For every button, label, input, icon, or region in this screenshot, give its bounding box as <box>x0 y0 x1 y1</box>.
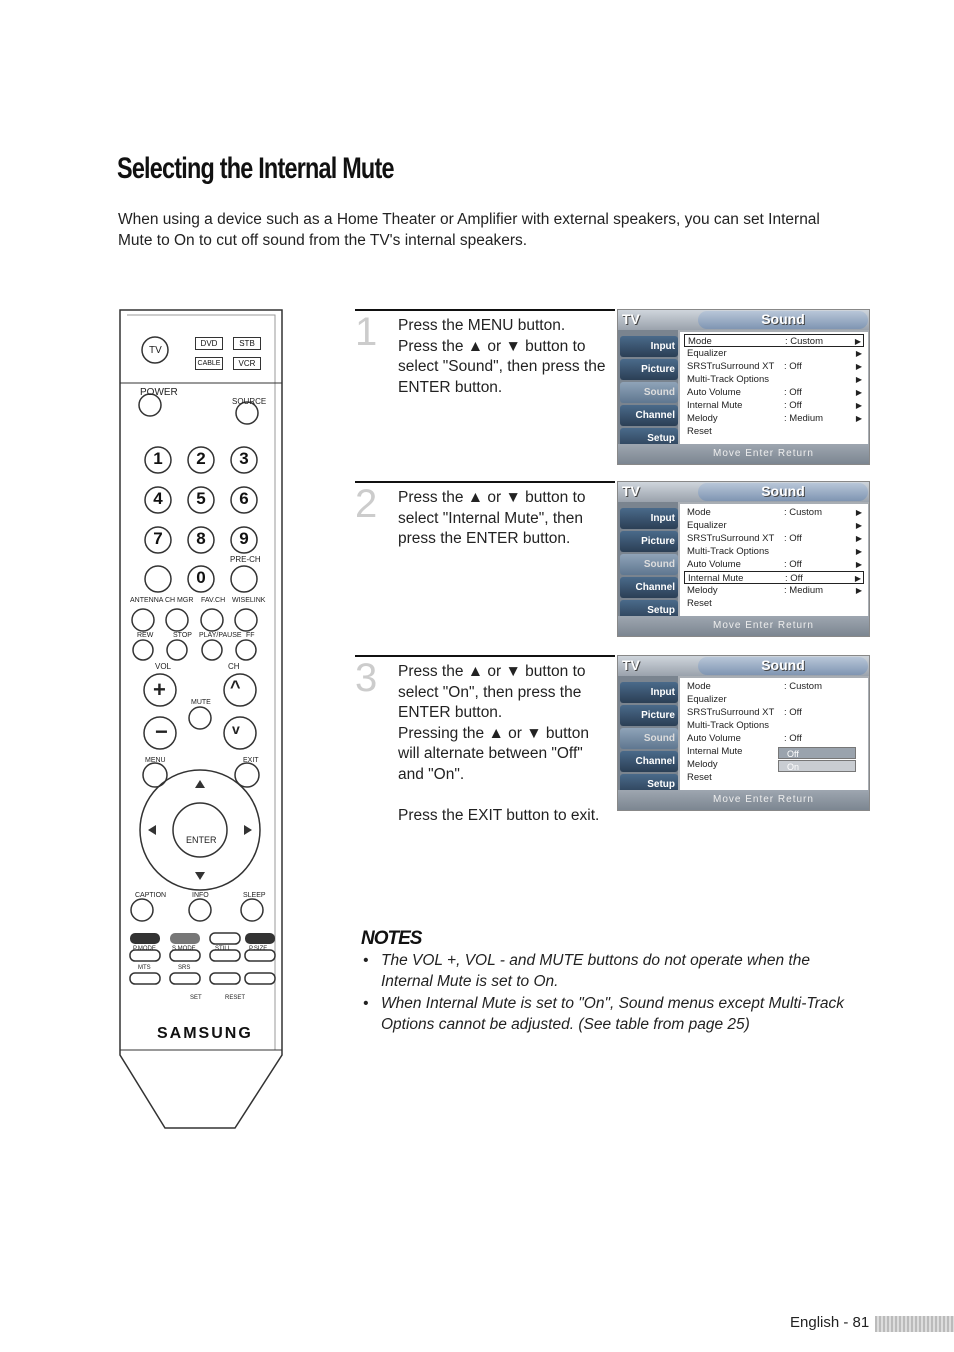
caption-label: CAPTION <box>135 892 167 899</box>
ch-up-icon[interactable]: ^ <box>230 677 241 697</box>
menu-tv-label: TV <box>622 483 640 499</box>
menu-footer: Move Enter Return <box>618 790 869 810</box>
step-2-number: 2 <box>355 482 378 526</box>
arrow-right-icon: ▶ <box>855 401 862 410</box>
step-2-text <box>398 488 608 550</box>
notes-heading: NOTES <box>361 928 422 949</box>
step-3-number: 3 <box>355 656 378 700</box>
tab-input[interactable]: Input <box>620 682 678 703</box>
digit-5-button[interactable]: 5 <box>196 489 206 508</box>
srs-label: SRS <box>178 965 191 971</box>
remote-control <box>115 305 287 1130</box>
tab-picture[interactable]: Picture <box>620 705 678 726</box>
arrow-right-icon: ▶ <box>855 362 862 371</box>
tab-input[interactable]: Input <box>620 336 678 357</box>
arrow-right-icon: ▶ <box>854 337 861 346</box>
digit-2-button[interactable]: 2 <box>196 449 206 468</box>
step-2-line-1: Press the ▲ or ▼ button to select "Internal Mute", then press the ENTER button. <box>398 489 586 547</box>
footer-pattern-bar <box>875 1316 954 1332</box>
arrow-right-icon: ▶ <box>855 560 862 569</box>
menu-row-mode[interactable]: Mode : Custom ▶ <box>687 507 862 518</box>
arrow-right-icon: ▶ <box>855 534 862 543</box>
digit-1-button[interactable]: 1 <box>153 449 163 468</box>
menu-row-internalmute[interactable]: Internal Mute <box>687 746 743 757</box>
menu-row-reset[interactable]: Reset <box>687 598 712 609</box>
menu-tv-label: TV <box>622 657 640 673</box>
bullet-icon: • <box>363 952 369 969</box>
sound-menu-list <box>680 332 868 445</box>
pmode-label: P.MODE <box>133 946 156 952</box>
rew-label: REW <box>137 632 154 639</box>
tab-channel[interactable]: Channel <box>620 405 678 426</box>
tab-input[interactable]: Input <box>620 508 678 529</box>
tv-mode-label: TV <box>149 345 162 356</box>
vcr-mode-button[interactable]: VCR <box>233 357 261 370</box>
arrow-right-icon: ▶ <box>855 586 862 595</box>
menu-row-internalmute[interactable]: Internal Mute : Off ▶ <box>684 571 864 584</box>
step-3-line-2: Pressing the ▲ or ▼ button will alternate between "Off" and "On". <box>398 724 589 783</box>
menu-row-srs[interactable]: SRSTruSurround XT : Off <box>687 707 802 718</box>
menu-row-autovolume[interactable]: Auto Volume : Off ▶ <box>687 559 862 570</box>
tab-channel[interactable]: Channel <box>620 751 678 772</box>
digit-0-button[interactable]: 0 <box>196 568 206 587</box>
menu-footer: Move Enter Return <box>618 444 869 464</box>
menu-header-sound: Sound <box>698 311 868 329</box>
digit-4-button[interactable]: 4 <box>153 489 163 508</box>
dvd-mode-button[interactable]: DVD <box>195 337 223 350</box>
ch-label: CH <box>228 662 240 671</box>
cable-mode-button[interactable]: CABLE <box>195 357 223 370</box>
intro-paragraph: When using a device such as a Home Theater or Amplifier with external speakers, you can set Internal Mute to On to cut off sound from the TV's internal speakers. <box>118 211 820 249</box>
tab-picture[interactable]: Picture <box>620 359 678 380</box>
sleep-label: SLEEP <box>243 892 266 899</box>
menu-row-srs[interactable]: SRSTruSurround XT : Off ▶ <box>687 361 862 372</box>
favch-label: FAV.CH <box>201 597 226 604</box>
step-1-rule <box>355 309 615 311</box>
tab-setup[interactable]: Setup <box>620 600 678 621</box>
menu-row-autovolume[interactable]: Auto Volume : Off <box>687 733 802 744</box>
exit-label: EXIT <box>243 757 259 764</box>
stb-mode-button[interactable]: STB <box>233 337 261 350</box>
menu-row-melody[interactable]: Melody : Medium ▶ <box>687 585 862 596</box>
mute-label: MUTE <box>191 699 211 706</box>
tab-sound[interactable]: Sound <box>620 382 678 403</box>
digit-9-button[interactable]: 9 <box>239 529 249 548</box>
set-label: SET <box>190 995 202 1001</box>
menu-row-equalizer[interactable]: Equalizer ▶ <box>687 520 862 531</box>
menu-row-internalmute[interactable]: Internal Mute : Off ▶ <box>687 400 862 411</box>
arrow-right-icon: ▶ <box>855 521 862 530</box>
step-3-rule <box>355 655 615 657</box>
arrow-right-icon: ▶ <box>855 349 862 358</box>
sound-menu-list <box>680 504 868 617</box>
source-label: SOURCE <box>232 397 267 406</box>
digit-6-button[interactable]: 6 <box>239 489 249 508</box>
wiselink-label: WISELINK <box>232 597 266 604</box>
smode-label: S.MODE <box>172 946 196 952</box>
menu-footer: Move Enter Return <box>618 616 869 636</box>
menu-row-melody[interactable]: Melody <box>687 759 718 770</box>
arrow-right-icon: ▶ <box>855 388 862 397</box>
step-1-line-2: Press the ▲ or ▼ button to select "Sound", then press the ENTER button. <box>398 337 606 396</box>
psize-label: P.SIZE <box>249 946 268 952</box>
sound-menu-panel-1 <box>617 309 870 465</box>
page-footer: English - 81 <box>790 1314 870 1331</box>
menu-row-equalizer[interactable]: Equalizer <box>687 694 727 705</box>
sound-menu-panel-3 <box>617 655 870 811</box>
note-item-2: • When Internal Mute is set to "On", Sound menus except Multi-Track Options cannot be adjusted. (See table from page 25) <box>363 995 844 1033</box>
option-off[interactable]: Off <box>778 747 856 759</box>
menu-row-multitrack[interactable]: Multi-Track Options ▶ <box>687 374 862 385</box>
vol-label: VOL <box>155 662 172 671</box>
menu-row-mode[interactable]: Mode : Custom ▶ <box>684 334 864 347</box>
mts-label: MTS <box>138 965 151 971</box>
step-1-text <box>398 316 608 398</box>
step-3-line-1: Press the ▲ or ▼ button to select "On", then press the ENTER button. <box>398 663 586 721</box>
chmgr-label: CH MGR <box>165 597 194 604</box>
menu-row-multitrack[interactable]: Multi-Track Options <box>687 720 769 731</box>
arrow-right-icon: ▶ <box>855 375 862 384</box>
tab-setup[interactable]: Setup <box>620 428 678 449</box>
step-2-rule <box>355 481 615 483</box>
power-label: POWER <box>140 387 178 398</box>
page-title: Selecting the Internal Mute <box>117 152 394 185</box>
arrow-right-icon: ▶ <box>855 547 862 556</box>
tab-setup[interactable]: Setup <box>620 774 678 795</box>
ff-label: FF <box>246 632 255 639</box>
vol-up-icon[interactable]: + <box>153 677 166 702</box>
menu-row-multitrack[interactable]: Multi-Track Options ▶ <box>687 546 862 557</box>
still-label: STILL <box>215 946 232 952</box>
menu-row-mode[interactable]: Mode : Custom <box>687 681 823 692</box>
step-1-line-1: Press the MENU button. <box>398 317 566 334</box>
digit-8-button[interactable]: 8 <box>196 529 206 548</box>
arrow-right-icon: ▶ <box>855 414 862 423</box>
step-3-line-3: Press the EXIT button to exit. <box>398 807 600 824</box>
menu-row-equalizer[interactable]: Equalizer ▶ <box>687 348 862 359</box>
reset-label: RESET <box>225 995 246 1001</box>
menu-tv-label: TV <box>622 311 640 327</box>
info-label: INFO <box>192 892 209 899</box>
prech-label: PRE-CH <box>230 555 261 564</box>
step-3-text <box>398 662 608 827</box>
arrow-right-icon: ▶ <box>854 574 861 583</box>
menu-header-sound: Sound <box>698 483 868 501</box>
enter-label: ENTER <box>186 835 217 845</box>
step-1-number: 1 <box>355 310 378 354</box>
brand-logo: SAMSUNG <box>157 1025 253 1042</box>
bullet-icon: • <box>363 995 369 1012</box>
tab-sound[interactable]: Sound <box>620 554 678 575</box>
menu-header-sound: Sound <box>698 657 868 675</box>
menu-label: MENU <box>145 757 166 764</box>
menu-row-srs[interactable]: SRSTruSurround XT : Off ▶ <box>687 533 862 544</box>
ch-down-icon[interactable]: v <box>232 721 240 737</box>
menu-row-autovolume[interactable]: Auto Volume : Off ▶ <box>687 387 862 398</box>
tab-sound[interactable]: Sound <box>620 728 678 749</box>
tab-channel[interactable]: Channel <box>620 577 678 598</box>
sound-menu-panel-2 <box>617 481 870 637</box>
vol-down-icon[interactable]: − <box>155 719 168 744</box>
menu-row-reset[interactable]: Reset <box>687 426 712 437</box>
playpause-label: PLAY/PAUSE <box>199 632 242 639</box>
digit-7-button[interactable]: 7 <box>153 529 163 548</box>
tab-picture[interactable]: Picture <box>620 531 678 552</box>
antenna-label: ANTENNA <box>130 597 164 604</box>
remote-outline-graphic <box>115 305 287 1130</box>
menu-row-reset[interactable]: Reset <box>687 772 712 783</box>
arrow-right-icon: ▶ <box>855 508 862 517</box>
option-on[interactable]: On <box>778 760 856 772</box>
sound-menu-list <box>680 678 868 791</box>
note-item-1: • The VOL +, VOL - and MUTE buttons do not operate when the Internal Mute is set to On. <box>363 952 810 990</box>
digit-3-button[interactable]: 3 <box>239 449 249 468</box>
stop-label: STOP <box>173 632 192 639</box>
menu-row-melody[interactable]: Melody : Medium ▶ <box>687 413 862 424</box>
